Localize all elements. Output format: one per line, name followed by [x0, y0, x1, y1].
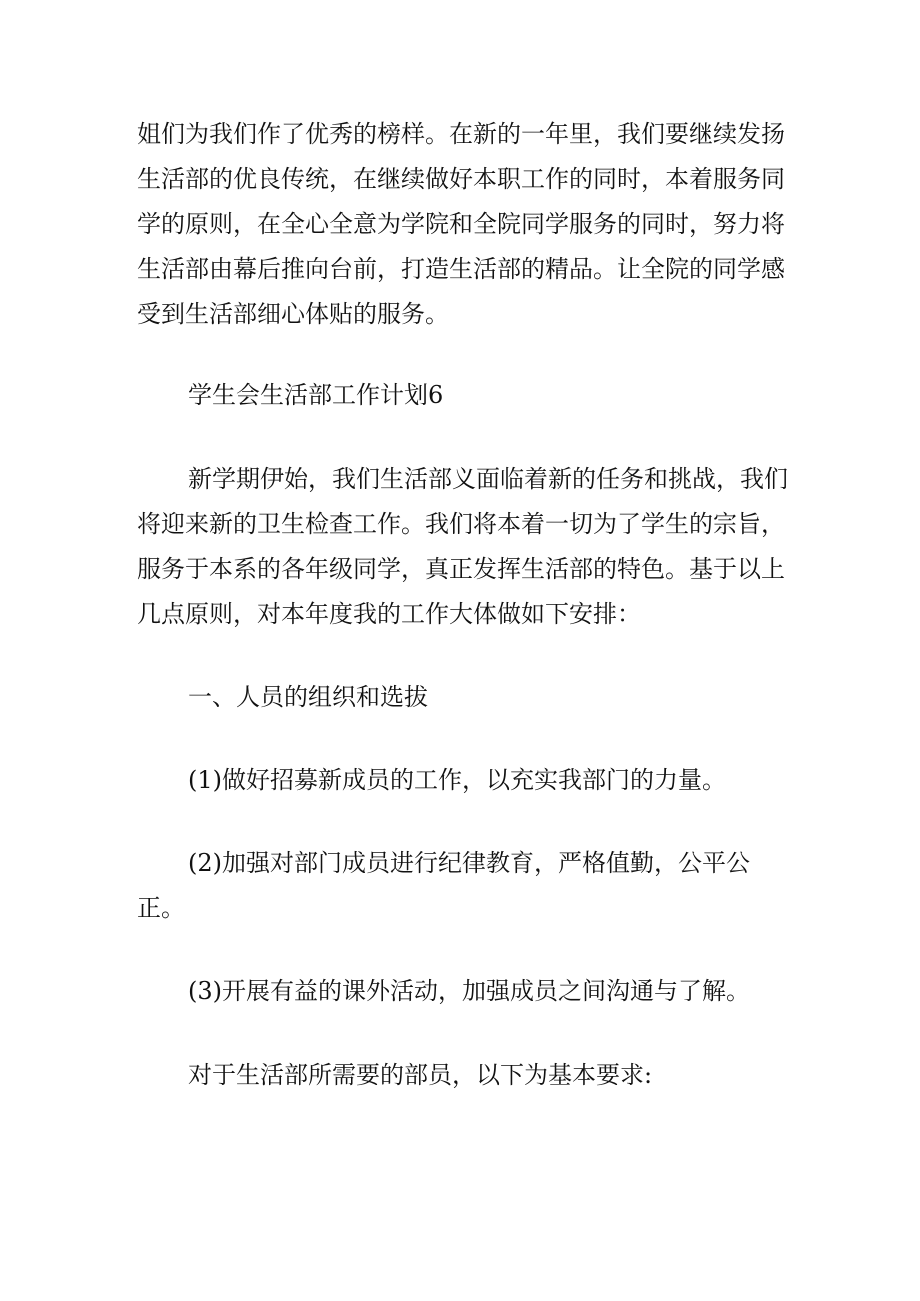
list-item: (1)做好招募新成员的工作，以充实我部门的力量。 — [188, 766, 726, 794]
paragraph-line: 生活部由幕后推向台前，打造生活部的精品。让全院的同学感 — [137, 255, 785, 283]
list-item-continuation: 正。 — [137, 894, 185, 922]
subsection-heading: 一、人员的组织和选拔 — [188, 683, 428, 711]
section-title: 学生会生活部工作计划6 — [188, 381, 444, 409]
paragraph-line: 几点原则，对本年度我的工作大体做如下安排： — [137, 600, 641, 628]
paragraph-line: 新学期伊始，我们生活部义面临着新的任务和挑战，我们 — [188, 465, 788, 493]
paragraph-line: 将迎来新的卫生检查工作。我们将本着一切为了学生的宗旨， — [137, 510, 785, 538]
list-item: (2)加强对部门成员进行纪律教育，严格值勤，公平公 — [188, 849, 750, 877]
paragraph-line: 受到生活部细心体贴的服务。 — [137, 300, 449, 328]
paragraph-line: 服务于本系的各年级同学，真正发挥生活部的特色。基于以上 — [137, 555, 785, 583]
list-item: (3)开展有益的课外活动，加强成员之间沟通与了解。 — [188, 977, 750, 1005]
paragraph-line: 生活部的优良传统，在继续做好本职工作的同时，本着服务同 — [137, 165, 785, 193]
paragraph-line: 学的原则，在全心全意为学院和全院同学服务的同时，努力将 — [137, 210, 785, 238]
paragraph-line: 姐们为我们作了优秀的榜样。在新的一年里，我们要继续发扬 — [137, 120, 785, 148]
paragraph-line: 对于生活部所需要的部员，以下为基本要求: — [188, 1061, 653, 1089]
